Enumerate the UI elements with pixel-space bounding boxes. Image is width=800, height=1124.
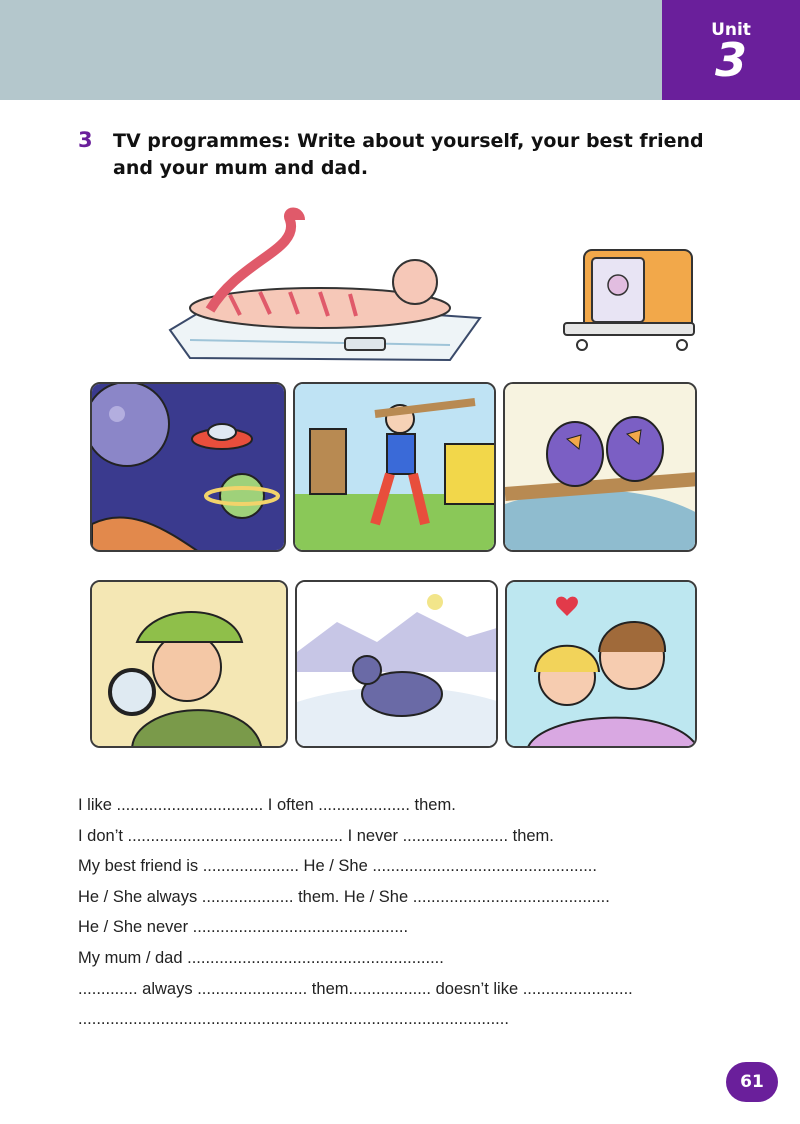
unit-label: Unit (711, 20, 751, 40)
page-number: 61 (726, 1062, 778, 1102)
sentence-line: He / She never ............................................... (78, 918, 409, 937)
panel-couple (505, 580, 697, 748)
writing-sentences (78, 793, 633, 1038)
sentence-line: I don’t ............................................... I never ....................... them. (78, 826, 554, 845)
panel-detective (90, 580, 288, 748)
header-band (0, 0, 662, 100)
panel-seal (295, 580, 498, 748)
panel-space (90, 382, 286, 552)
sentence-line: .............................................................................................. (78, 1010, 509, 1029)
panel-baseball (293, 382, 496, 552)
sentence-line: He / She always .................... them. He / She ........................................... (78, 887, 610, 906)
tiger-illustration (150, 200, 500, 365)
sentence-line: ............. always ........................ them.................. doesn’t like ........................ (78, 979, 633, 998)
panel-birds (503, 382, 697, 552)
sentence-line: I like ................................ I often .................... them. (78, 796, 456, 814)
unit-number: 3 (714, 33, 747, 87)
television-illustration (562, 245, 702, 355)
exercise-title: TV programmes: Write about yourself, your best friend and your mum and dad. (113, 130, 704, 179)
sentence-line: My best friend is ..................... He / She ................................................. (78, 857, 597, 876)
exercise-number: 3 (78, 128, 93, 152)
sentence-line: My mum / dad ........................................................ (78, 948, 444, 967)
unit-tab (662, 0, 800, 100)
